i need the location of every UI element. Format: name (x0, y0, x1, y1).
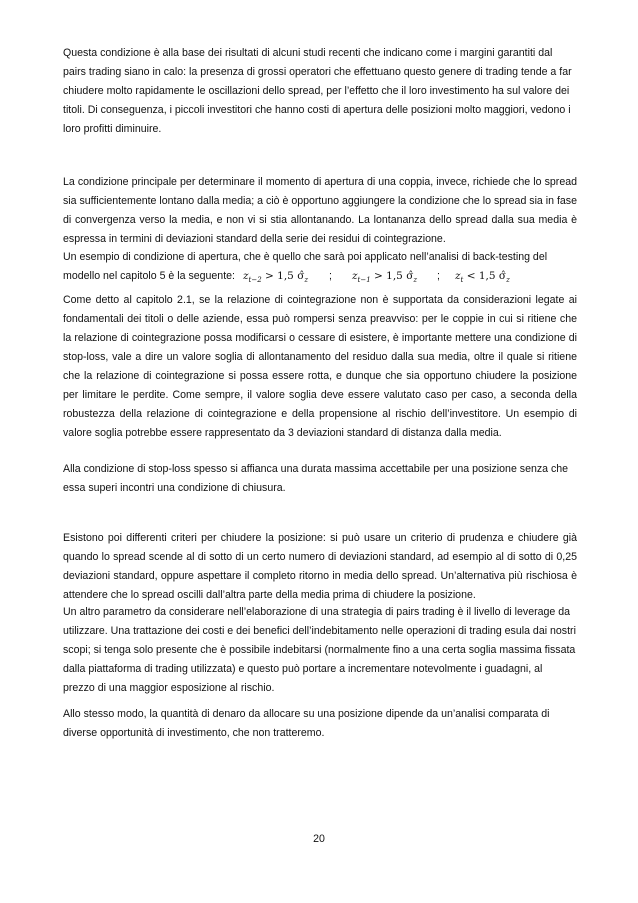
formula-condition-3: $z_t < 1,5$ $\sigmâ_z$ (455, 270, 510, 285)
formula-intro: modello nel capitolo 5 è la seguente: (63, 270, 235, 282)
formula-separator-2: ; (437, 270, 440, 282)
paragraph-closing-criteria: Esistono poi differenti criteri per chiudere la posizione: si può usare un criterio di prudenza e chiudere già quando lo spread scende al di sotto di un certo numero di deviazioni standard, ad esempio al di sotto di 0,25 deviazioni standard, oppure aspettare il completo ritorno in media dello spread. Un’alternativa più rischiosa è attendere che lo spread oscilli dall’altra parte della media prima di chiudere la posizione. (63, 532, 577, 601)
formula-separator-1: ; (329, 270, 332, 282)
page-number: 20 (313, 833, 325, 845)
paragraph-stop-loss: Come detto al capitolo 2.1, se la relazione di cointegrazione non è supportata da considerazioni legate ai fondamentali dei titoli o delle aziende, essa può rompersi senza preavviso: per le coppie in cui si ritiene che la relazione di cointegrazione possa modificarsi o cessare di esistere, è importante mettere una condizione di stop-loss, vale a dire un valore soglia di allontanamento del residuo dalla sua media, oltre il quale si ritiene che la relazione di cointegrazione si possa essere rotta, e dunque che sia opportuno chiudere la posizione per limitare le perdite. Come sempre, il valore soglia deve essere valutato caso per caso, a seconda della robustezza della relazione di cointegrazione e della propensione al rischio dell’investitore. Un esempio di valore soglia potrebbe essere rappresentato da 3 deviazioni standard di distanza dalla media. (63, 294, 577, 439)
paragraph-leverage: Un altro parametro da considerare nell’elaborazione di una strategia di pairs trading è il livello di leverage da utilizzare. Una trattazione dei costi e dei benefici dell’indebitamento nelle operazioni di trading esula dai nostri scopi; si tenga solo presente che è possibile indebitarsi (normalmente fino a una certa soglia massima fissata dalla piattaforma di trading utilizzata) e questo può portare a incrementare notevolmente i guadagni, al prezzo di una maggior esposizione al rischio. (63, 606, 576, 694)
paragraph-opening-example: Un esempio di condizione di apertura, che è quello che sarà poi applicato nell’analisi di back-testing del (63, 251, 548, 263)
formula-line (63, 267, 577, 286)
paragraph-max-duration: Alla condizione di stop-loss spesso si affianca una durata massima accettabile per una posizione senza che essa superi incontri una condizione di chiusura. (63, 463, 569, 494)
paragraph-opening-condition: La condizione principale per determinare il momento di apertura di una coppia, invece, richiede che lo spread sia sufficientemente lontano dalla media; a ciò è opportuno aggiungere la condizione che lo spread sia in fase di convergenza verso la media, e non vi si stia allontanando. La lontananza dello spread dalla sua media è espressa in termini di deviazioni standard della serie dei residui di cointegrazione. (63, 176, 577, 245)
paragraph-pairs-trading-margins: Questa condizione è alla base dei risultati di alcuni studi recenti che indicano come i margini garantiti dal pairs trading siano in calo: la presenza di grossi operatori che effettuano questo genere di trading tende a far chiudere molto rapidamente le oscillazioni dello spread, per l’effetto che il loro investimento ha sul valore dei titoli. Di conseguenza, i piccoli investitori che hanno costi di apertura delle posizioni molto maggiori, vedono i loro profitti diminuire. (63, 47, 572, 135)
formula-condition-2: $z_{t-1} > 1,5$ $\sigmâ_z$ (352, 270, 418, 285)
formula-condition-1: $z_{t-2} > 1,5$ $\sigmâ_z$ (243, 270, 309, 285)
paragraph-allocation: Allo stesso modo, la quantità di denaro da allocare su una posizione dipende da un’analisi comparata di diverse opportunità di investimento, che non tratteremo. (63, 708, 550, 739)
